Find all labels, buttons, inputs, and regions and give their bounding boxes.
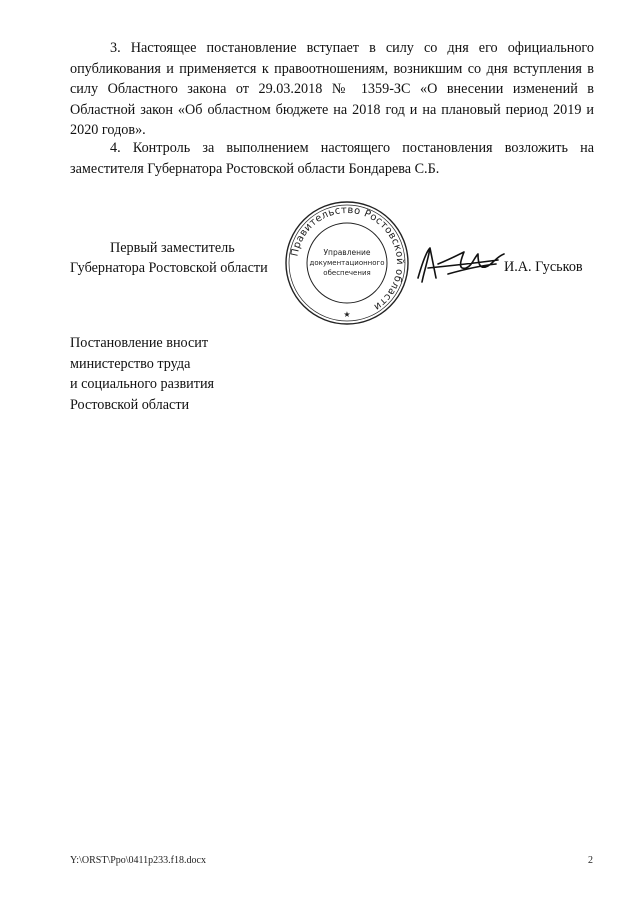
submitted-by-note <box>70 333 214 415</box>
note-line1: Постановление вносит <box>70 335 209 351</box>
note-line3: и социального развития <box>70 376 215 392</box>
stamp-inner-line3: обеспечения <box>323 269 371 277</box>
paragraph-4: 4. Контроль за выполнением настоящего постановления возложить на заместителя Губернатора Ростовской области Бондарева С.Б. <box>70 140 594 177</box>
paragraph-3: 3. Настоящее постановление вступает в силу со дня его официального опубликования и применяется к правоотношениям, возникшим со дня вступления в силу Областного закона от 29.03.2018 № 1359-ЗС «О внесении изменений в Областной закон «Об областном бюджете на 2018 год и на плановый период 2019 и 2020 годов». <box>70 40 594 138</box>
stamp-star-icon: ★ <box>343 310 351 319</box>
stamp-inner-line2: документационного <box>309 259 385 267</box>
note-line4: Ростовской области <box>70 396 190 413</box>
handwritten-signature <box>408 234 508 294</box>
footer-file-path: Y:\ORST\Ppo\0411p233.f18.docx <box>70 855 206 866</box>
page-number: 2 <box>588 855 593 866</box>
stamp-outer-text: Правительство Ростовской области <box>289 204 406 313</box>
signatory-title-line2: Губернатора Ростовской области <box>70 260 268 276</box>
signatory-title <box>70 238 268 278</box>
note-line2: министерство труда <box>70 355 191 372</box>
signatory-name: И.А. Гуськов <box>504 259 583 275</box>
signatory-title-line1: Первый заместитель <box>110 240 235 256</box>
official-seal-stamp <box>282 198 412 328</box>
stamp-inner-line1: Управление <box>323 248 371 257</box>
